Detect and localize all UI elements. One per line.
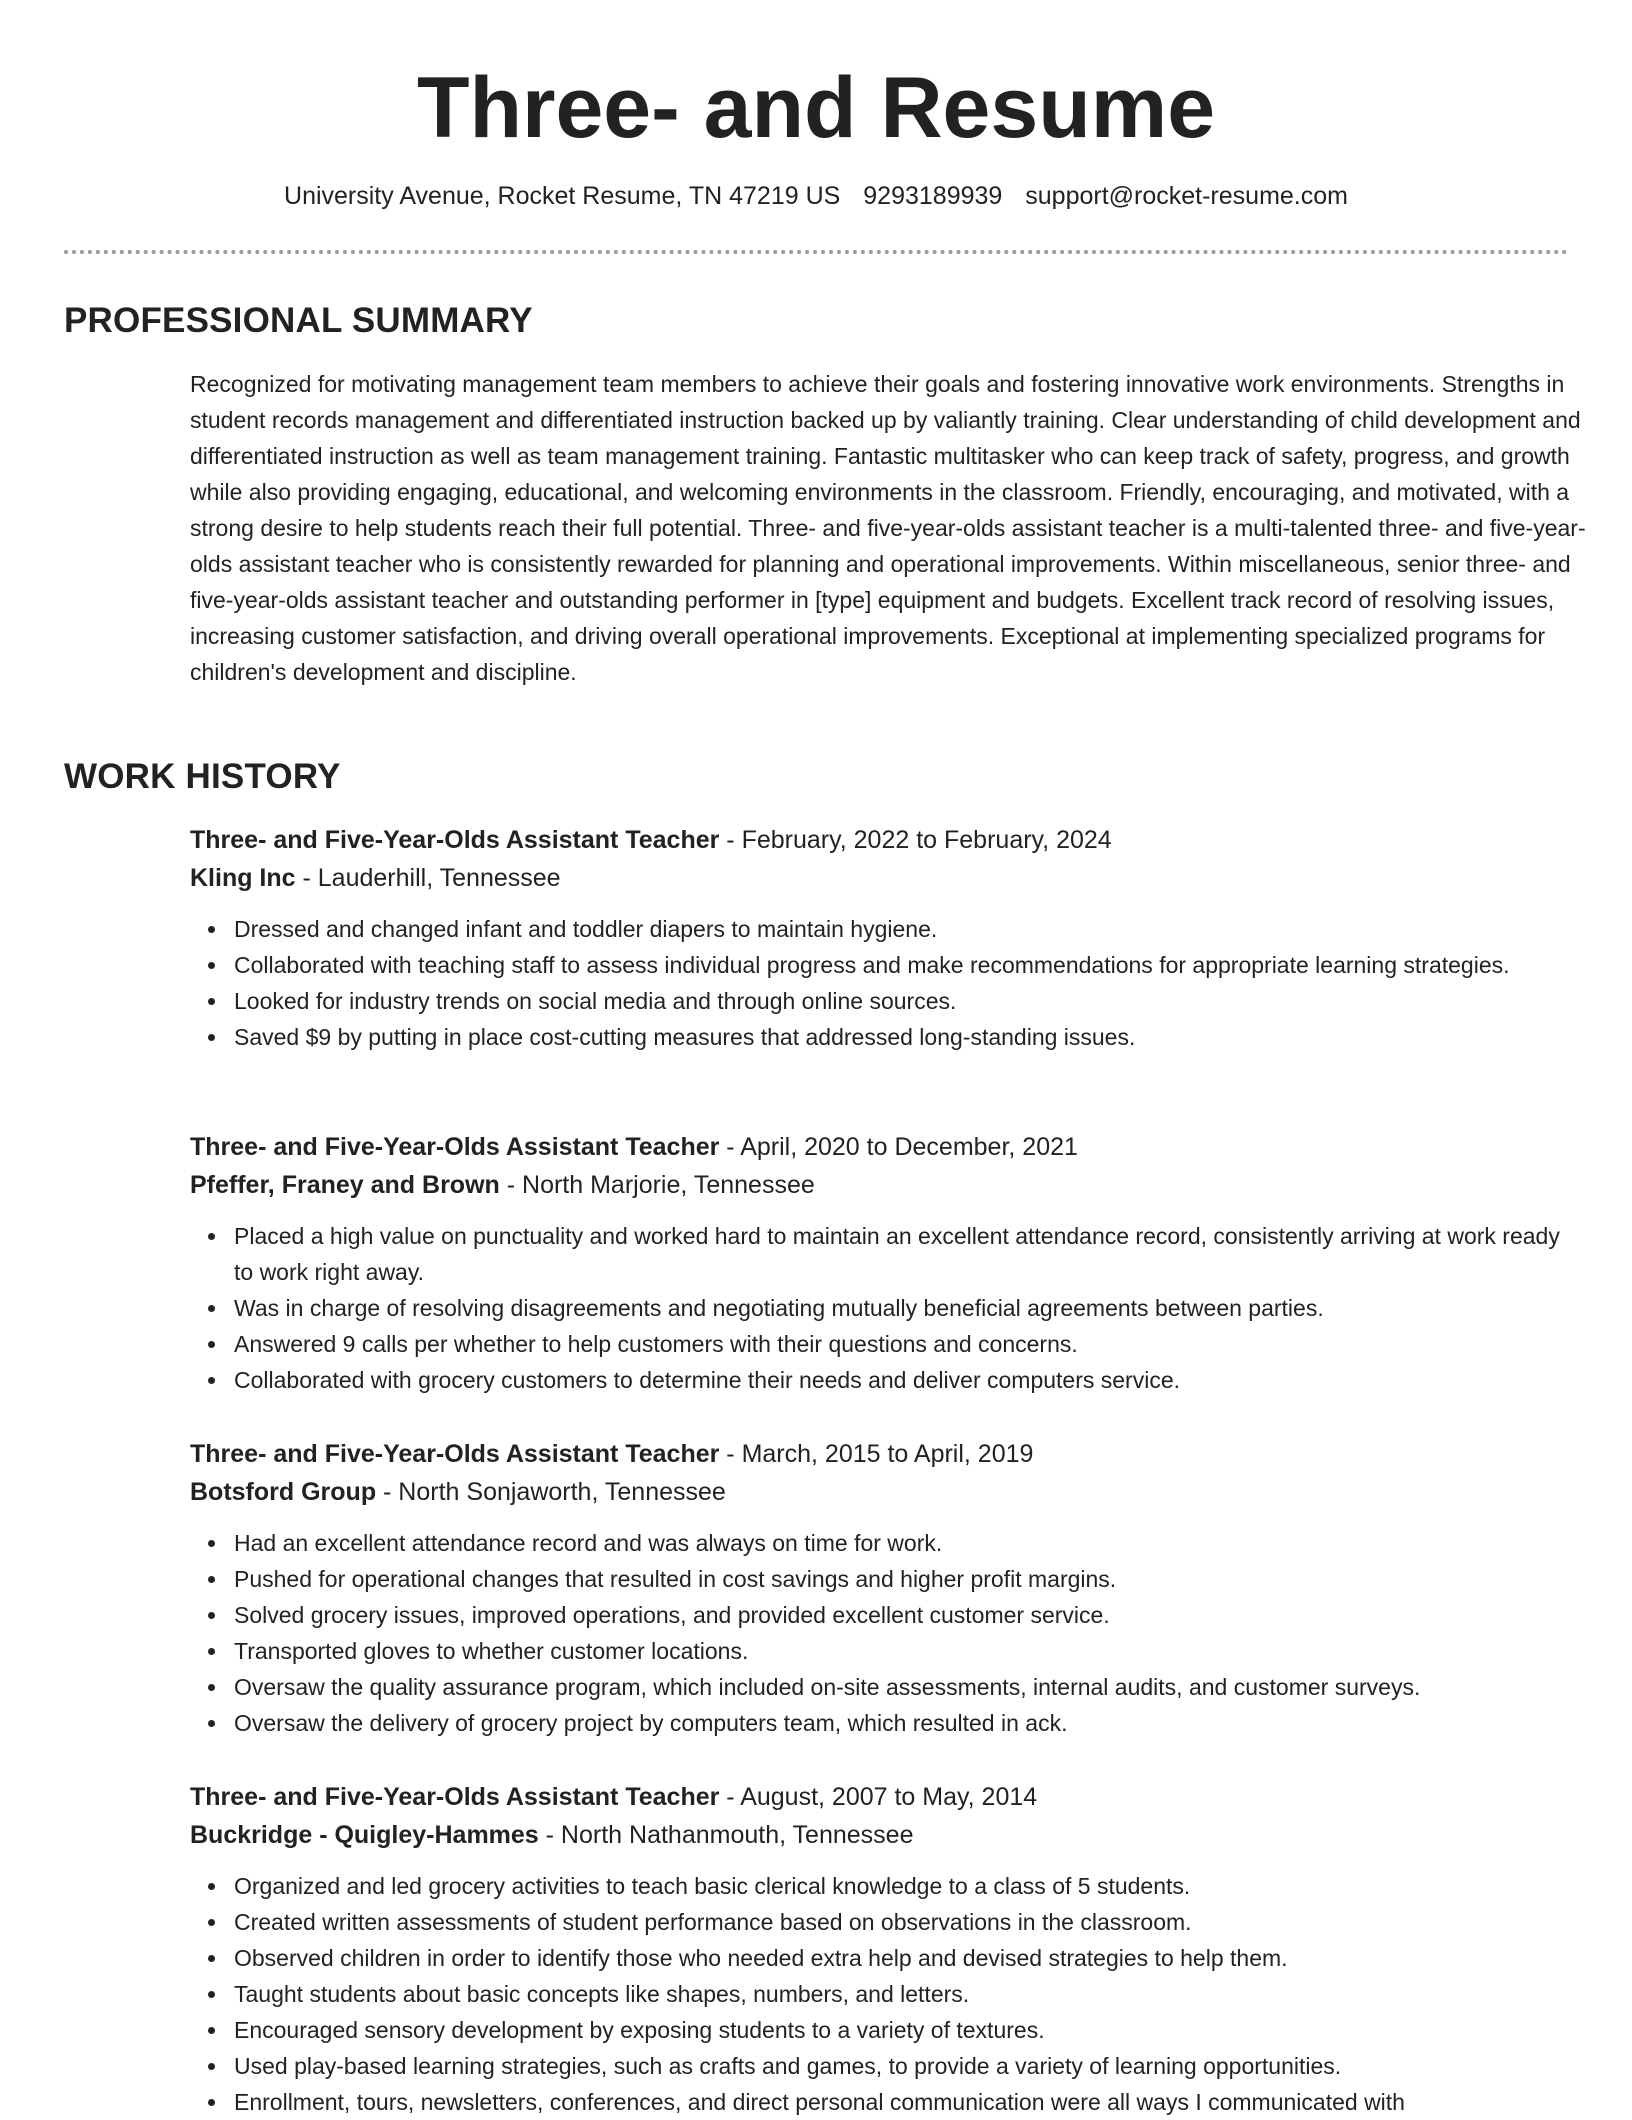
job-location: - North Marjorie, Tennessee — [499, 1171, 815, 1199]
job-bullets — [190, 911, 1568, 1055]
job-title-line — [190, 1778, 1568, 1816]
summary-heading: PROFESSIONAL SUMMARY — [64, 301, 533, 340]
job-bullets — [190, 1218, 1568, 1398]
job-title: Three- and Five-Year-Olds Assistant Teacher — [190, 826, 720, 854]
job-entry — [190, 821, 1568, 1055]
job-entry — [190, 1128, 1568, 1398]
job-bullet: Observed children in order to identify those who needed extra help and devised strategies to help them. — [234, 1940, 1568, 1976]
job-bullets — [190, 1868, 1568, 2120]
job-bullet: Organized and led grocery activities to teach basic clerical knowledge to a class of 5 students. — [234, 1868, 1568, 1904]
job-dates: - February, 2022 to February, 2024 — [719, 826, 1112, 854]
job-bullet: Dressed and changed infant and toddler diapers to maintain hygiene. — [234, 911, 1568, 947]
job-title: Three- and Five-Year-Olds Assistant Teacher — [190, 1440, 720, 1468]
job-dates: - March, 2015 to April, 2019 — [719, 1440, 1034, 1468]
job-bullet: Used play-based learning strategies, such as crafts and games, to provide a variety of learning opportunities. — [234, 2048, 1568, 2084]
job-bullet: Taught students about basic concepts like shapes, numbers, and letters. — [234, 1976, 1568, 2012]
work-history-heading: WORK HISTORY — [64, 757, 341, 796]
job-bullet: Created written assessments of student performance based on observations in the classroom. — [234, 1904, 1568, 1940]
job-location: - Lauderhill, Tennessee — [295, 864, 561, 892]
job-company-line — [190, 1166, 1568, 1204]
job-location: - North Sonjaworth, Tennessee — [376, 1478, 726, 1506]
job-dates: - April, 2020 to December, 2021 — [719, 1133, 1078, 1161]
job-dates: - August, 2007 to May, 2014 — [719, 1783, 1038, 1811]
job-title: Three- and Five-Year-Olds Assistant Teacher — [190, 1783, 720, 1811]
summary-text: Recognized for motivating management team members to achieve their goals and fostering innovative work environments. Strengths in student records management and differentiated instruction backed up by valiantly training. Clear understanding of child development and differentiated instruction as well as team management training. Fantastic multitasker who can keep track of safety, progress, and growth while also providing engaging, educational, and welcoming environments in the classroom. Friendly, encouraging, and motivated, with a strong desire to help students reach their full potential. Three- and five-year-olds assistant teacher is a multi-talented three- and five-year-olds assistant teacher who is consistently rewarded for planning and operational improvements. Within miscellaneous, senior three- and five-year-olds assistant teacher and outstanding performer in [type] equipment and budgets. Excellent track record of resolving issues, increasing customer satisfaction, and driving overall operational improvements. Exceptional at implementing specialized programs for children's development and discipline. — [190, 371, 1586, 685]
job-company-line — [190, 1816, 1568, 1854]
job-bullet: Had an excellent attendance record and was always on time for work. — [234, 1525, 1568, 1561]
job-bullet: Was in charge of resolving disagreements and negotiating mutually beneficial agreements between parties. — [234, 1290, 1568, 1326]
job-bullet: Transported gloves to whether customer locations. — [234, 1633, 1568, 1669]
job-entry — [190, 1435, 1568, 1741]
job-bullet: Collaborated with teaching staff to assess individual progress and make recommendations for appropriate learning strategies. — [234, 947, 1568, 983]
job-company-line — [190, 859, 1568, 897]
job-bullet: Oversaw the delivery of grocery project by computers team, which resulted in ack. — [234, 1705, 1568, 1741]
job-company: Kling Inc — [190, 864, 296, 892]
job-bullet: Saved $9 by putting in place cost-cutting measures that addressed long-standing issues. — [234, 1019, 1568, 1055]
job-entry — [190, 1778, 1568, 2120]
job-bullet: Enrollment, tours, newsletters, conferences, and direct personal communication were all ways I communicated with — [234, 2084, 1568, 2120]
contact-phone: 9293189939 — [863, 182, 1003, 210]
job-bullet: Placed a high value on punctuality and worked hard to maintain an excellent attendance record, consistently arriving at work ready to work right away. — [234, 1218, 1568, 1290]
resume-page — [64, 0, 1586, 2115]
job-company: Buckridge - Quigley-Hammes — [190, 1821, 539, 1849]
header-divider — [64, 250, 1568, 254]
job-title-line — [190, 1435, 1568, 1473]
job-bullet: Solved grocery issues, improved operations, and provided excellent customer service. — [234, 1597, 1568, 1633]
job-company: Botsford Group — [190, 1478, 377, 1506]
job-bullet: Collaborated with grocery customers to determine their needs and deliver computers service. — [234, 1362, 1568, 1398]
job-bullet: Oversaw the quality assurance program, which included on-site assessments, internal audits, and customer surveys. — [234, 1669, 1568, 1705]
contact-line — [64, 180, 1568, 212]
resume-name: Three- and Resume — [416, 60, 1216, 156]
contact-email: support@rocket-resume.com — [1025, 182, 1348, 210]
job-company-line — [190, 1473, 1568, 1511]
contact-address: University Avenue, Rocket Resume, TN 47219 US — [284, 182, 841, 210]
job-bullet: Looked for industry trends on social media and through online sources. — [234, 983, 1568, 1019]
job-location: - North Nathanmouth, Tennessee — [538, 1821, 914, 1849]
job-bullet: Answered 9 calls per whether to help customers with their questions and concerns. — [234, 1326, 1568, 1362]
job-title-line — [190, 1128, 1568, 1166]
job-company: Pfeffer, Franey and Brown — [190, 1171, 500, 1199]
job-bullet: Pushed for operational changes that resulted in cost savings and higher profit margins. — [234, 1561, 1568, 1597]
job-bullet: Encouraged sensory development by exposing students to a variety of textures. — [234, 2012, 1568, 2048]
job-title-line — [190, 821, 1568, 859]
job-bullets — [190, 1525, 1568, 1741]
job-title: Three- and Five-Year-Olds Assistant Teacher — [190, 1133, 720, 1161]
